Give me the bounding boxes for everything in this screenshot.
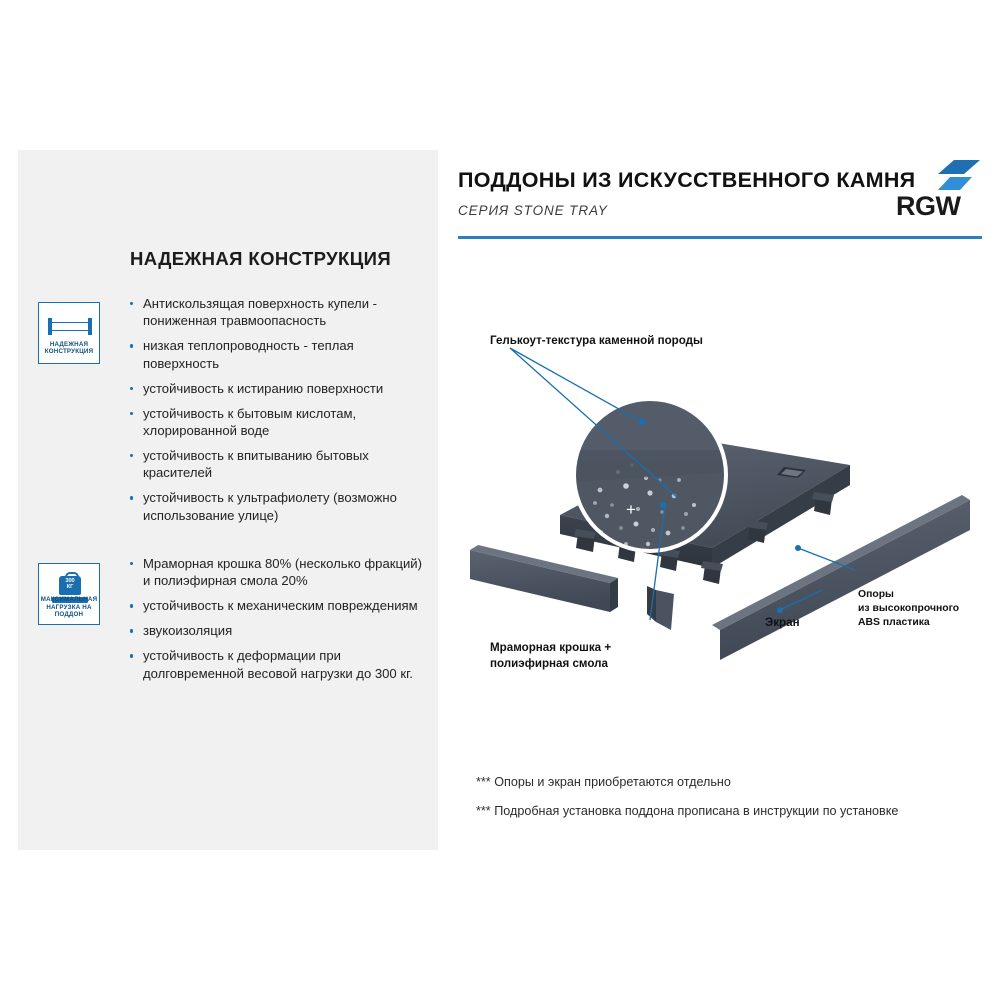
callout-mix-line2: полиэфирная смола (490, 656, 608, 670)
left-feature-panel (18, 150, 438, 850)
product-illustration (450, 300, 990, 700)
callout-supports-line3: ABS пластика (858, 617, 930, 629)
weight-unit: КГ (66, 584, 74, 591)
list-item: Мраморная крошка 80% (несколько фракций) и полиэфирная смола 20% (130, 555, 430, 590)
weight-value: 300 (65, 578, 75, 584)
list-item: устойчивость к деформации при долговременной весовой нагрузки до 300 кг. (130, 647, 430, 682)
corner-piece (656, 590, 674, 630)
feature-list-load (130, 555, 430, 689)
badge-max-load (38, 563, 100, 625)
callout-supports-line1: Опоры (858, 589, 894, 600)
list-item: устойчивость к бытовым кислотам, хлорированной воде (130, 405, 430, 440)
logo-text: RGW (896, 191, 961, 221)
list-item: устойчивость к ультрафиолету (возможно использование улице) (130, 489, 430, 524)
page-subtitle: СЕРИЯ STONE TRAY (458, 203, 608, 218)
list-item: устойчивость к механическим повреждениям (130, 597, 430, 614)
list-item: звукоизоляция (130, 622, 430, 639)
list-item: низкая теплопроводность - теплая поверхность (130, 337, 430, 372)
badge-load-line1: МАКСИМАЛЬНАЯ (40, 595, 98, 603)
list-item: Антискользящая поверхность купели - пониженная травмоопасность (130, 295, 430, 330)
callout-mix-line1: Мраморная крошка + (490, 641, 612, 654)
badge-construction-line1: НАДЕЖНАЯ (49, 340, 89, 348)
screen-panel-left (470, 550, 610, 612)
logo-mark-icon (938, 160, 980, 190)
callout-screen: Экран (765, 616, 800, 629)
badge-construction-line2: КОНСТРУКЦИЯ (44, 348, 94, 356)
left-panel-title: НАДЕЖНАЯ КОНСТРУКЦИЯ (130, 248, 392, 269)
footnote-2: *** Подробная установка поддона прописана в инструкции по установке (476, 804, 899, 818)
callout-supports-line2: из высокопрочного (858, 603, 960, 615)
badge-load-line2: НАГРУЗКА НА ПОДДОН (46, 603, 92, 619)
badge-load-caption (39, 596, 99, 619)
header-divider (458, 236, 982, 239)
brand-logo (896, 160, 982, 222)
callout-mix (490, 640, 611, 671)
callout-supports (858, 588, 959, 630)
list-item: устойчивость к истиранию поверхности (130, 380, 430, 397)
list-item: устойчивость к впитыванию бытовых красителей (130, 447, 430, 482)
plus-sign-label: + (626, 500, 636, 519)
callout-texture: Гелькоут-текстура каменной породы (490, 334, 703, 347)
texture-zoom-circle (574, 399, 726, 551)
badge-reliable-construction (38, 302, 100, 364)
feature-list-construction (130, 295, 430, 531)
badge-construction-caption (39, 341, 99, 357)
construction-icon (48, 316, 92, 338)
page-title: ПОДДОНЫ ИЗ ИСКУССТВЕННОГО КАМНЯ (458, 168, 916, 192)
footnote-1: *** Опоры и экран приобретаются отдельно (476, 775, 731, 789)
